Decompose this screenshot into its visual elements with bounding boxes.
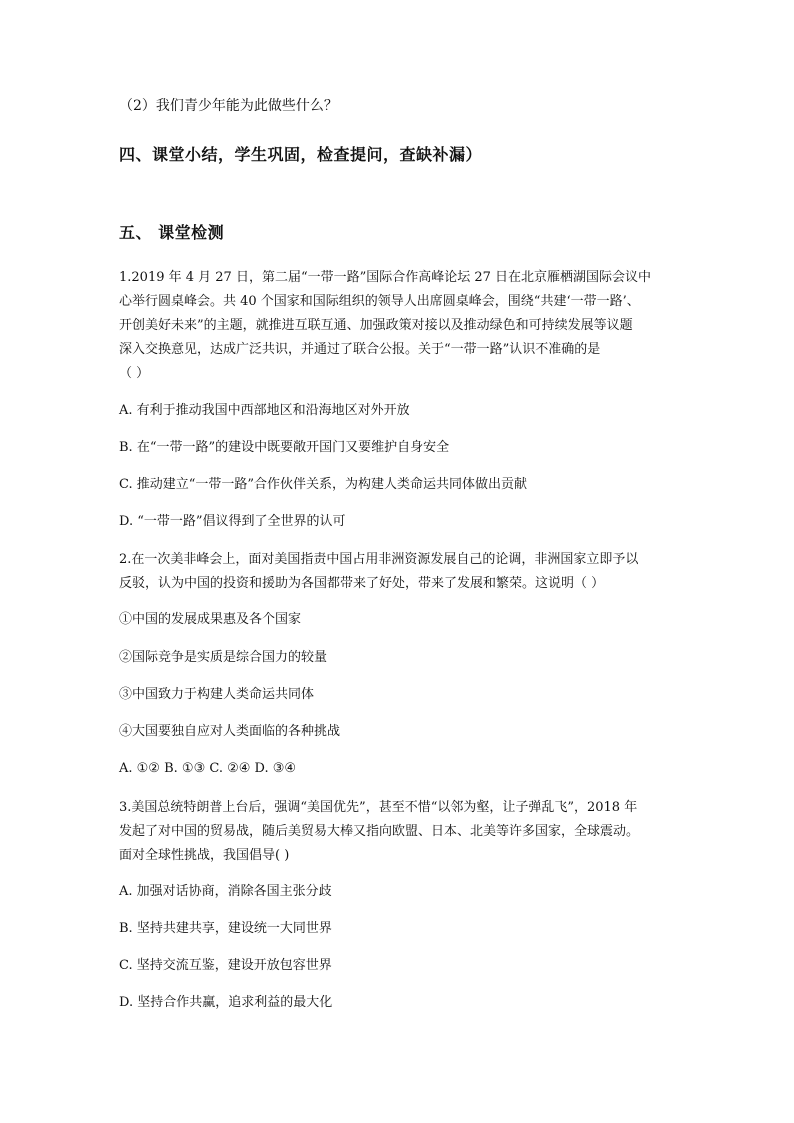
- q3-line: 3.美国总统特朗普上台后，强调“美国优先”，甚至不惜“以邻为壑，让子弹乱飞”，2018 年: [119, 800, 638, 815]
- q1-option-d: D. “一带一路”倡议得到了全世界的认可: [119, 514, 346, 529]
- q2-line: 反驳，认为中国的投资和援助为各国都带来了好处，带来了发展和繁荣。这说明（ ）: [119, 576, 605, 591]
- q2-stem: [119, 548, 679, 596]
- q1-line: （ ）: [119, 366, 150, 381]
- q1-option-a: A. 有利于推动我国中西部地区和沿海地区对外开放: [119, 403, 410, 418]
- section-5-heading: 五、 课堂检测: [119, 223, 225, 242]
- q1-option-b: B. 在“一带一路”的建设中既要敞开国门又要维护自身安全: [119, 440, 450, 455]
- q2-choices: A. ①② B. ①③ C. ②④ D. ③④: [119, 761, 297, 776]
- q1-line: 深入交换意见，达成广泛共识，并通过了联合公报。关于“一带一路”认识不准确的是: [119, 342, 601, 357]
- q3-option-c: C. 坚持交流互鉴，建设开放包容世界: [119, 958, 332, 973]
- question-2-2: （2）我们青少年能为此做些什么？: [119, 98, 338, 114]
- q3-stem: [119, 796, 679, 868]
- q3-line: 发起了对中国的贸易战，随后美贸易大棒又指向欧盟、日本、北美等许多国家，全球震动。: [119, 824, 640, 839]
- q1-line: 开创美好未来”的主题，就推进互联互通、加强政策对接以及推动绿色和可持续发展等议题: [119, 318, 633, 333]
- q1-stem: [119, 266, 679, 386]
- q2-line: 2.在一次美非峰会上，面对美国指责中国占用非洲资源发展自己的论调，非洲国家立即予以: [119, 552, 639, 567]
- q2-statement-4: ④大国要独自应对人类面临的各种挑战: [119, 724, 341, 739]
- q1-option-c: C. 推动建立“一带一路”合作伙伴关系，为构建人类命运共同体做出贡献: [119, 477, 528, 492]
- q3-line: 面对全球性挑战，我国倡导( ): [119, 848, 290, 863]
- q2-statement-1: ①中国的发展成果惠及各个国家: [119, 612, 302, 627]
- section-4-heading: 四、课堂小结，学生巩固，检查提问，查缺补漏）: [119, 145, 483, 164]
- q3-option-a: A. 加强对话协商，消除各国主张分歧: [119, 884, 332, 899]
- q1-line: 心举行圆桌峰会。共 40 个国家和国际组织的领导人出席圆桌峰会，围绕“共建‘一带一路’、: [119, 294, 640, 309]
- q2-statement-2: ②国际竞争是实质是综合国力的较量: [119, 650, 328, 665]
- q2-statement-3: ③中国致力于构建人类命运共同体: [119, 687, 315, 702]
- q1-line: 1.2019 年 4 月 27 日，第二届“一带一路”国际合作高峰论坛 27 日在北京雁栖湖国际会议中: [119, 270, 652, 285]
- q3-option-d: D. 坚持合作共赢，追求利益的最大化: [119, 995, 333, 1010]
- q3-option-b: B. 坚持共建共享，建设统一大同世界: [119, 921, 332, 936]
